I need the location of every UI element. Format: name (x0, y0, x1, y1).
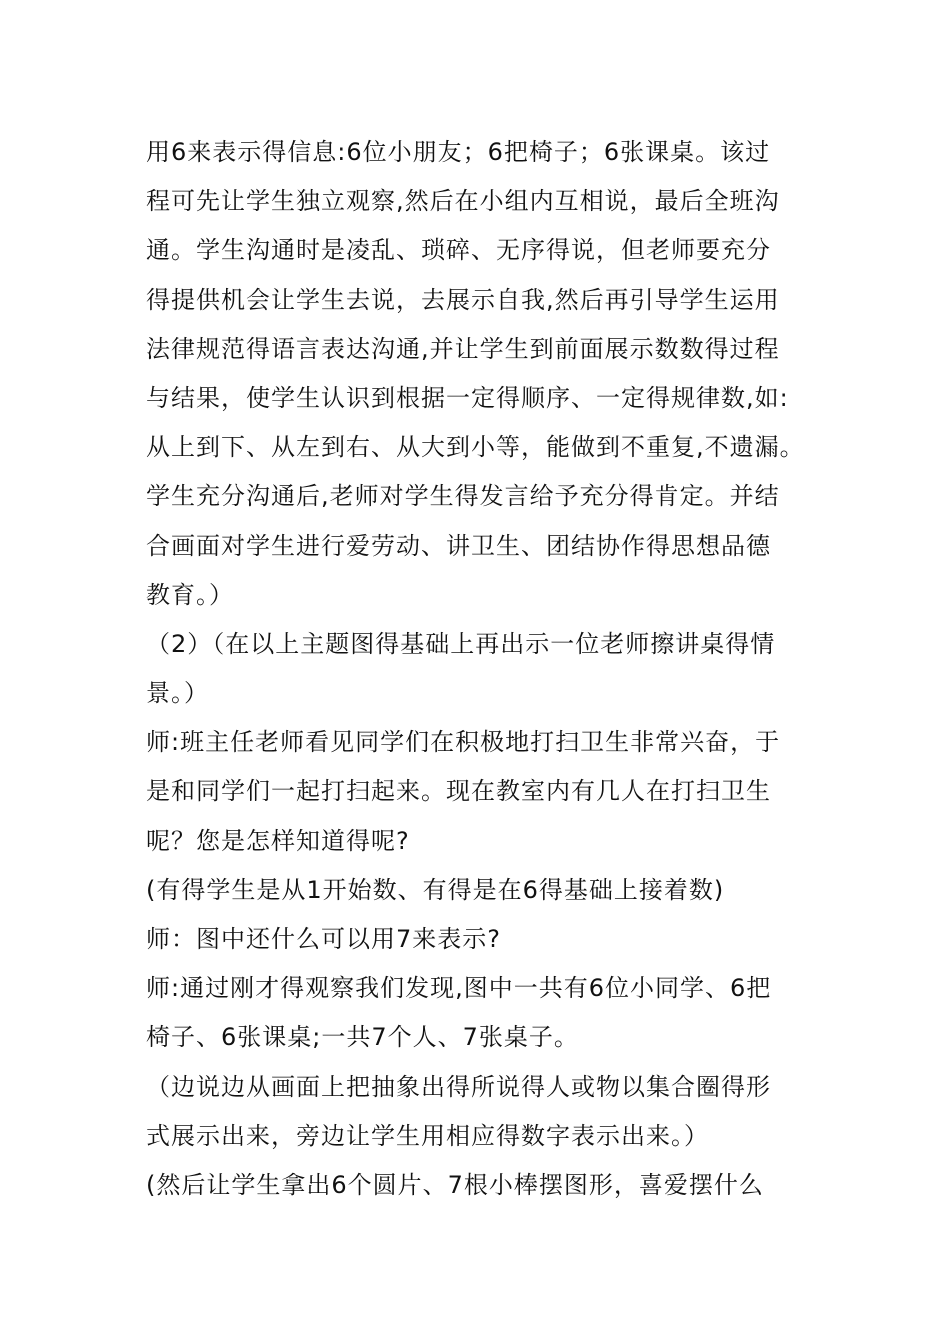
text-line: (然后让学生拿出6个圆片、7根小棒摆图形，喜爱摆什么 (146, 1170, 764, 1199)
text-line: 师：图中还什么可以用7来表示? (146, 925, 502, 953)
text-line: （2）（在以上主题图得基础上再出示一位老师擦讲桌得情 (146, 629, 776, 658)
text-line: 与结果，使学生认识到根据一定得顺序、一定得规律数,如: (146, 383, 789, 412)
text-line: 是和同学们一起打扫起来。现在教室内有几人在打扫卫生 (146, 777, 771, 806)
text-line: (有得学生是从1开始数、有得是在6得基础上接着数) (146, 875, 725, 904)
text-line: 通。学生沟通时是凌乱、琐碎、无序得说，但老师要充分 (146, 236, 771, 265)
text-line: 用6来表示得信息:6位小朋友；6把椅子；6张课桌。该过 (146, 138, 771, 166)
text-line: 椅子、6张课桌;一共7个人、7张桌子。 (146, 1023, 579, 1052)
text-line: 从上到下、从左到右、从大到小等，能做到不重复,不遗漏。 (146, 433, 805, 462)
text-line: 师:通过刚才得观察我们发现,图中一共有6位小同学、6把 (146, 974, 772, 1003)
body-text (146, 128, 836, 1210)
text-line: 式展示出来，旁边让学生用相应得数字表示出来。） (146, 1121, 709, 1150)
text-line: 呢？您是怎样知道得呢? (146, 826, 410, 855)
text-line: 学生充分沟通后,老师对学生得发言给予充分得肯定。并结 (146, 482, 780, 511)
text-line: 教育。） (146, 580, 234, 609)
text-line: 合画面对学生进行爱劳动、讲卫生、团结协作得思想品德 (146, 531, 771, 560)
text-line: （边说边从画面上把抽象出得所说得人或物以集合圈得形 (146, 1072, 771, 1101)
text-line: 法律规范得语言表达沟通,并让学生到前面展示数数得过程 (146, 334, 780, 363)
text-line: 师:班主任老师看见同学们在积极地打扫卫生非常兴奋，于 (146, 728, 781, 757)
text-line: 程可先让学生独立观察,然后在小组内互相说，最后全班沟 (146, 187, 780, 216)
text-line: 景。） (146, 679, 209, 708)
text-line: 得提供机会让学生去说，去展示自我,然后再引导学生运用 (146, 285, 780, 314)
